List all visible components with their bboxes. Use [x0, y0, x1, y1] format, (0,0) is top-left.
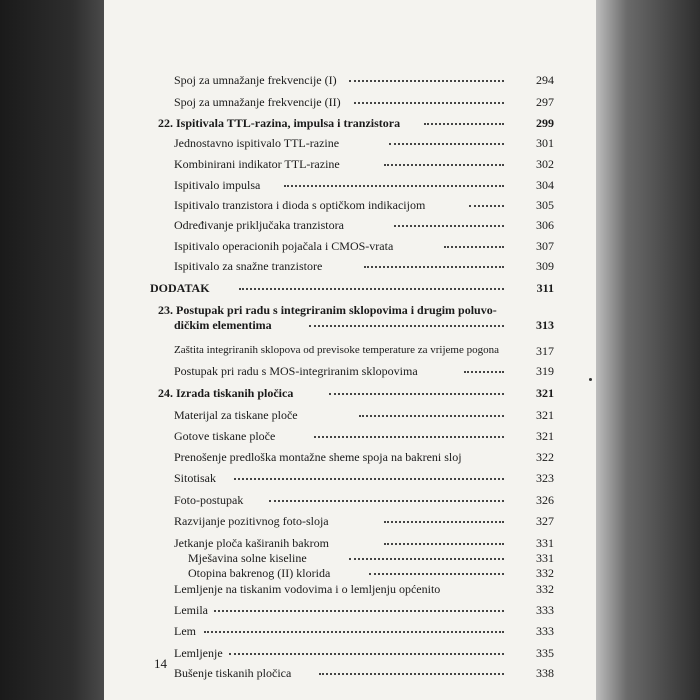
dot-leader [349, 558, 504, 560]
toc-entry-label: Sitotisak [174, 471, 217, 485]
page-number: 14 [154, 656, 167, 671]
dot-leader [269, 500, 504, 502]
toc-entry-page: 319 [536, 364, 554, 378]
toc-entry-label: 24. Izrada tiskanih pločica [158, 386, 294, 400]
toc-entry [104, 450, 596, 466]
toc-entry-page: 331 [536, 536, 554, 550]
toc-entry-label: Ispitivalo impulsa [174, 178, 261, 192]
toc-entry-page: 322 [536, 450, 554, 464]
toc-entry-page: 331 [536, 551, 554, 565]
dot-leader [359, 415, 504, 417]
dot-leader [444, 246, 504, 248]
toc-entry [104, 471, 596, 487]
dot-leader [329, 393, 504, 395]
toc-entry [104, 218, 596, 234]
toc-entry-label: Postupak pri radu s MOS-integriranim sklopovima [174, 364, 418, 378]
toc-entry [104, 157, 596, 173]
toc-entry-page: 333 [536, 603, 554, 617]
toc-entry-page: 333 [536, 624, 554, 638]
toc-subentry [104, 551, 596, 567]
toc-entry-page: 299 [536, 116, 554, 130]
toc-entry-label: Zaštita integriranih sklopova od previsoke temperature za vrijeme pogona [174, 344, 499, 356]
dot-leader [239, 288, 504, 290]
toc-chapter-entry [104, 318, 596, 334]
dot-leader [464, 371, 504, 373]
toc-entry-label: 22. Ispitivala TTL-razina, impulsa i tranzistora [158, 116, 401, 130]
dot-leader [394, 225, 504, 227]
toc-entry [104, 666, 596, 682]
toc-entry-label: Gotove tiskane ploče [174, 429, 276, 443]
toc-entry [104, 95, 596, 111]
toc-entry-page: 327 [536, 514, 554, 528]
toc-entry-label: Ispitivalo operacionih pojačala i CMOS-vrata [174, 239, 394, 253]
toc-entry-page: 332 [536, 566, 554, 580]
toc-entry-label: Kombinirani indikator TTL-razine [174, 157, 340, 171]
toc-entry [104, 73, 596, 89]
toc-entry-label: dičkim elementima [174, 318, 272, 332]
toc-entry-label: Razvijanje pozitivnog foto-sloja [174, 514, 329, 528]
dot-leader [369, 573, 504, 575]
toc-entry-label: Mješavina solne kiseline [188, 551, 307, 565]
toc-entry-label: Lemila [174, 603, 208, 617]
toc-entry-label: Foto-postupak [174, 493, 244, 507]
print-speck [589, 378, 592, 381]
toc-entry-page: 321 [536, 408, 554, 422]
toc-entry-label: Određivanje priključaka tranzistora [174, 218, 344, 232]
dot-leader [204, 631, 504, 633]
toc-entry [104, 198, 596, 214]
toc-entry-page: 309 [536, 259, 554, 273]
dot-leader [319, 673, 504, 675]
toc-entry-label: Otopina bakrenog (II) klorida [188, 566, 331, 580]
toc-entry-label: Materijal za tiskane ploče [174, 408, 298, 422]
toc-entry [104, 514, 596, 530]
toc-entry-page: 326 [536, 493, 554, 507]
toc-entry-label: Prenošenje predloška montažne sheme spoja na bakreni sloj [174, 450, 462, 464]
toc-entry-label: Jednostavno ispitivalo TTL-razine [174, 136, 340, 150]
toc-entry-page: 306 [536, 218, 554, 232]
dot-leader [384, 521, 504, 523]
toc-entry [104, 493, 596, 509]
dot-leader [384, 164, 504, 166]
toc-entry-page: 321 [536, 429, 554, 443]
toc-entry-page: 332 [536, 582, 554, 596]
toc-entry-page: 338 [536, 666, 554, 680]
toc-entry [104, 364, 596, 380]
toc-entry [104, 624, 596, 640]
toc-entry [104, 536, 596, 552]
dot-leader [384, 543, 504, 545]
toc-entry-label: Bušenje tiskanih pločica [174, 666, 292, 680]
toc-entry-label: DODATAK [150, 281, 210, 295]
dot-leader [309, 325, 504, 327]
toc-chapter-entry [104, 303, 596, 319]
toc-chapter-entry [104, 116, 596, 132]
toc-entry-page: 304 [536, 178, 554, 192]
toc-section-entry [104, 281, 596, 297]
dot-leader [214, 610, 504, 612]
dot-leader [284, 185, 504, 187]
toc-entry-label: Lemljenje na tiskanim vodovima i o lemljenju općenito [174, 582, 441, 596]
book-binding-shadow [0, 0, 104, 700]
toc-entry-page: 302 [536, 157, 554, 171]
toc-entry-label: Ispitivalo za snažne tranzistore [174, 259, 323, 273]
toc-entry-page: 305 [536, 198, 554, 212]
page-edge-shadow [596, 0, 700, 700]
toc-entry-label: Spoj za umnažanje frekvencije (I) [174, 73, 337, 87]
toc-entry-label: Lem [174, 624, 196, 638]
toc-entry-page: 311 [536, 281, 554, 295]
toc-entry-page: 335 [536, 646, 554, 660]
dot-leader [229, 653, 504, 655]
dot-leader [314, 436, 504, 438]
toc-entry-page: 301 [536, 136, 554, 150]
toc-entry [104, 136, 596, 152]
toc-entry [104, 603, 596, 619]
toc-entry [104, 646, 596, 662]
toc-entry [104, 178, 596, 194]
toc-entry [104, 259, 596, 275]
toc-entry-label: Ispitivalo tranzistora i dioda s optičkom indikacijom [174, 198, 426, 212]
toc-page [104, 0, 596, 700]
toc-entry-label: Spoj za umnažanje frekvencije (II) [174, 95, 341, 109]
toc-entry-label: 23. Postupak pri radu s integriranim sklopovima i drugim poluvo- [158, 303, 497, 317]
dot-leader [389, 143, 504, 145]
toc-subentry [104, 566, 596, 582]
dot-leader [354, 102, 504, 104]
toc-entry-page: 313 [536, 318, 554, 332]
dot-leader [364, 266, 504, 268]
toc-entry-label: Jetkanje ploča kaširanih bakrom [174, 536, 329, 550]
toc-entry-page: 317 [536, 344, 554, 358]
toc-entry-page: 321 [536, 386, 554, 400]
toc-entry-page: 294 [536, 73, 554, 87]
toc-entry [104, 344, 596, 360]
dot-leader [424, 123, 504, 125]
dot-leader [349, 80, 504, 82]
toc-entry [104, 408, 596, 424]
toc-entry-page: 297 [536, 95, 554, 109]
dot-leader [234, 478, 504, 480]
toc-entry [104, 582, 596, 598]
toc-entry [104, 239, 596, 255]
toc-entry-page: 323 [536, 471, 554, 485]
toc-entry-page: 307 [536, 239, 554, 253]
toc-entry-label: Lemljenje [174, 646, 223, 660]
toc-chapter-entry [104, 386, 596, 402]
toc-entry [104, 429, 596, 445]
dot-leader [469, 205, 504, 207]
